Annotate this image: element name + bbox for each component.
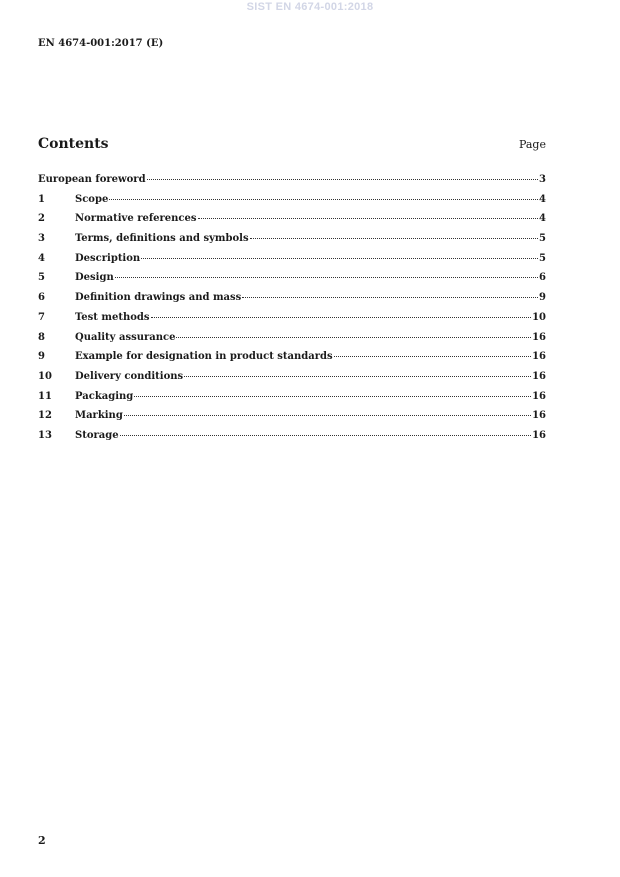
toc-entry-title: Definition drawings and mass — [75, 292, 242, 304]
toc-entry-title: Design — [75, 272, 114, 284]
toc-entry-european-foreword[interactable] — [38, 174, 546, 194]
toc-entry-example-designation[interactable] — [38, 351, 546, 371]
page-column-label: Page — [518, 138, 546, 151]
toc-dot-leader — [242, 297, 538, 298]
page-number: 2 — [38, 834, 46, 847]
toc-entry-packaging[interactable] — [38, 391, 546, 411]
toc-entry-title: Description — [75, 252, 141, 264]
toc-dot-leader — [120, 435, 531, 436]
toc-entry-number: 3 — [38, 233, 45, 245]
toc-entry-number: 12 — [38, 410, 52, 422]
toc-entry-title: Marking — [75, 410, 123, 422]
watermark: SIST EN 4674-001:2018 — [246, 1, 374, 13]
toc-entry-number: 5 — [38, 272, 45, 284]
toc-entry-page: 4 — [539, 213, 546, 225]
toc-entry-page: 6 — [539, 272, 546, 284]
toc-entry-page: 16 — [532, 429, 546, 441]
toc-entry-marking[interactable] — [38, 410, 546, 430]
toc-entry-normative-references[interactable] — [38, 213, 546, 233]
toc-entry-page: 16 — [532, 351, 546, 363]
document-header: EN 4674-001:2017 (E) — [38, 38, 164, 49]
toc-entry-number: 1 — [38, 193, 45, 205]
toc-entry-title: Quality assurance — [75, 331, 176, 343]
toc-entry-page: 5 — [539, 252, 546, 264]
toc-entry-scope[interactable] — [38, 194, 546, 214]
toc-entry-number: 2 — [38, 213, 45, 225]
toc-entry-design[interactable] — [38, 272, 546, 292]
toc-entry-test-methods[interactable] — [38, 312, 546, 332]
toc-entry-page: 5 — [539, 233, 546, 245]
toc-dot-leader — [151, 317, 532, 318]
table-of-contents — [38, 174, 546, 450]
toc-entry-title: Normative references — [75, 213, 197, 225]
contents-title: Contents — [38, 136, 109, 152]
toc-entry-delivery-conditions[interactable] — [38, 371, 546, 391]
toc-entry-storage[interactable] — [38, 430, 546, 450]
toc-entry-title: Storage — [75, 429, 119, 441]
toc-dot-leader — [124, 415, 531, 416]
toc-entry-page: 3 — [539, 174, 546, 185]
toc-entry-number: 8 — [38, 331, 45, 343]
toc-entry-page: 16 — [532, 331, 546, 343]
toc-entry-title: Terms, definitions and symbols — [75, 233, 249, 245]
toc-dot-leader — [334, 356, 531, 357]
toc-entry-title: Test methods — [75, 311, 150, 323]
toc-entry-page: 16 — [532, 370, 546, 382]
toc-dot-leader — [184, 376, 531, 377]
toc-entry-title: Scope — [75, 193, 109, 205]
toc-dot-leader — [109, 199, 538, 200]
toc-entry-page: 9 — [539, 292, 546, 304]
toc-dot-leader — [198, 218, 539, 219]
toc-dot-leader — [115, 277, 538, 278]
toc-dot-leader — [141, 258, 538, 259]
toc-entry-number: 9 — [38, 351, 45, 363]
toc-entry-number: 7 — [38, 311, 45, 323]
toc-entry-number: 4 — [38, 252, 45, 264]
toc-dot-leader — [134, 396, 531, 397]
toc-entry-page: 16 — [532, 410, 546, 422]
toc-entry-description[interactable] — [38, 253, 546, 273]
toc-entry-page: 16 — [532, 390, 546, 402]
toc-dot-leader — [250, 238, 538, 239]
toc-entry-page: 10 — [532, 311, 546, 323]
toc-entry-number: 13 — [38, 429, 52, 441]
toc-entry-definition-drawings[interactable] — [38, 292, 546, 312]
toc-dot-leader — [176, 337, 531, 338]
toc-entry-title: Example for designation in product standards — [75, 351, 333, 363]
toc-entry-title: Delivery conditions — [75, 370, 184, 382]
toc-entry-number: 10 — [38, 370, 52, 382]
toc-entry-number: 6 — [38, 292, 45, 304]
toc-dot-leader — [147, 179, 538, 180]
toc-entry-number: 11 — [38, 390, 52, 402]
toc-entry-title: European foreword — [38, 174, 146, 185]
toc-entry-terms-definitions[interactable] — [38, 233, 546, 253]
toc-entry-title: Packaging — [75, 390, 134, 402]
toc-entry-page: 4 — [539, 193, 546, 205]
toc-entry-quality-assurance[interactable] — [38, 332, 546, 352]
